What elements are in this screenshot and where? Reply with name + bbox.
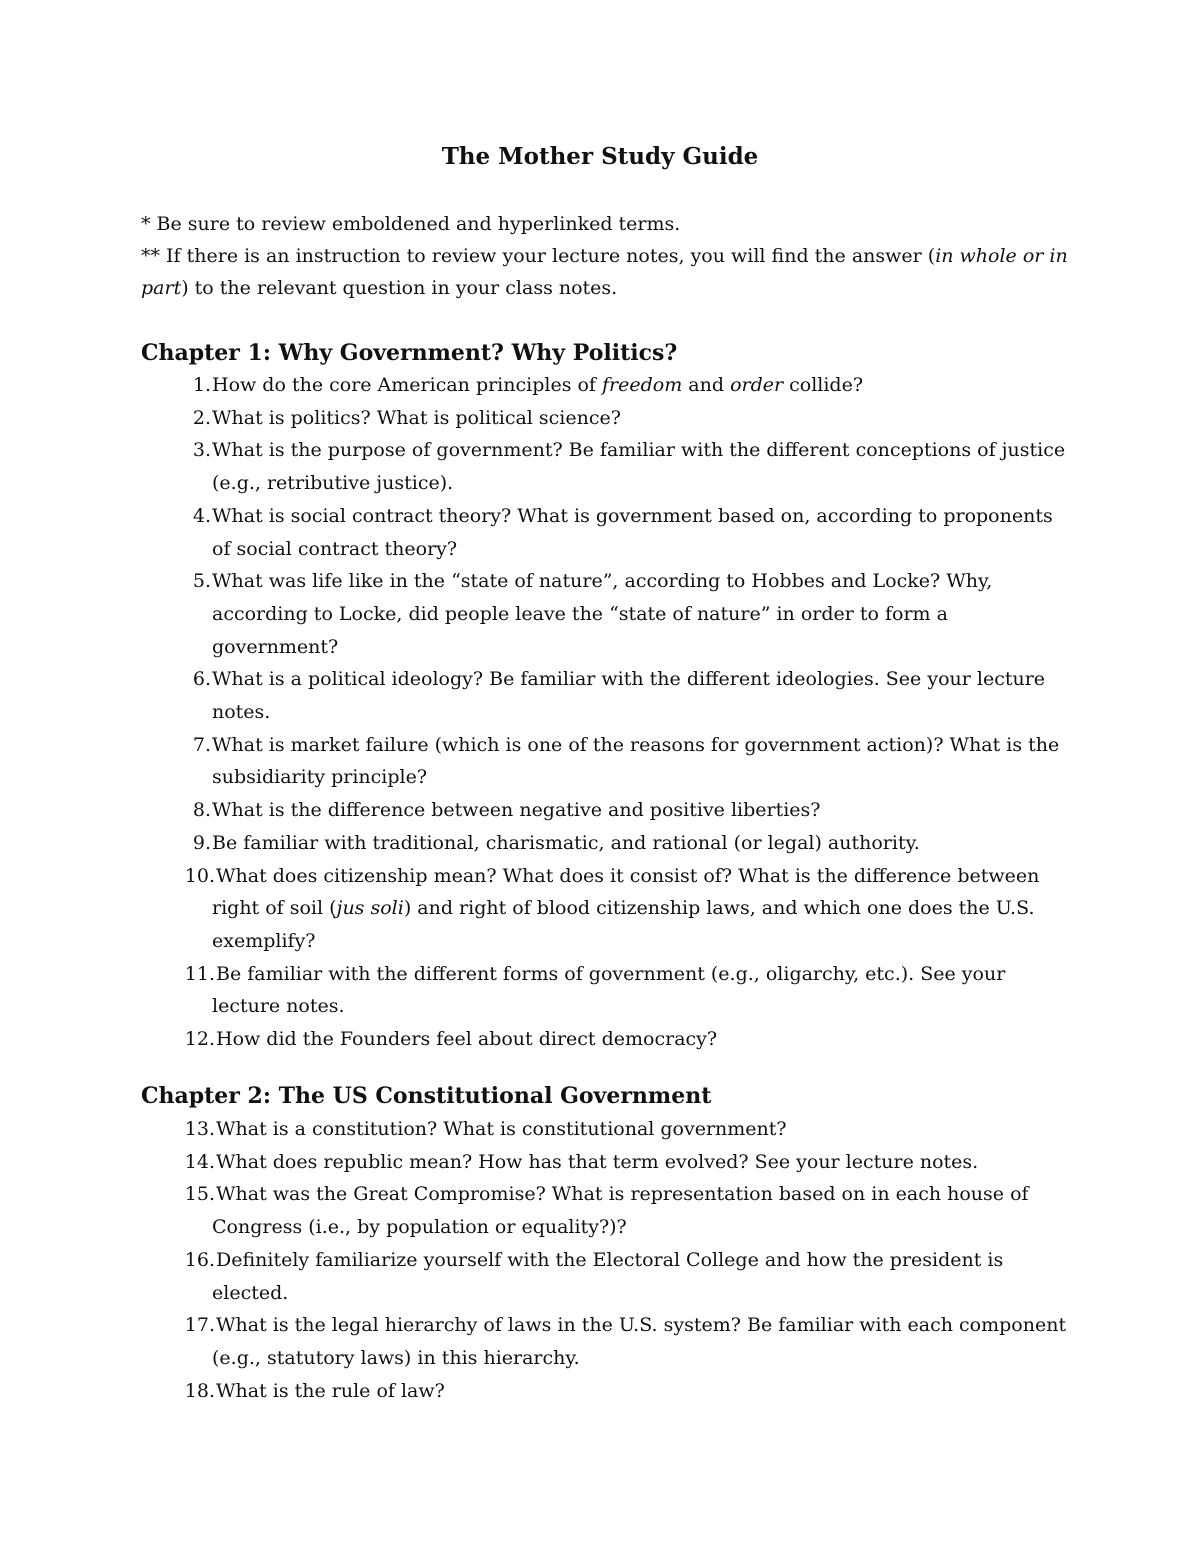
- question-number: 9.: [192, 831, 211, 854]
- question-text: [212, 865, 1039, 952]
- question-text: What is the rule of law?: [216, 1379, 445, 1402]
- question-text: What is the legal hierarchy of laws in the U.S. system? Be familiar with each component (e.g., statutory laws) in this hierarchy.: [212, 1314, 1067, 1369]
- question-text: What is a constitution? What is constitutional government?: [216, 1118, 787, 1140]
- question-text: What is the difference between negative and positive liberties?: [212, 799, 821, 822]
- chapter-1-heading: Chapter 1: Why Government? Why Politics?: [141, 340, 678, 366]
- question-2: [141, 402, 1076, 435]
- question-15: [141, 1178, 1076, 1243]
- question-number: 11.: [184, 962, 215, 985]
- question-6: [141, 663, 1076, 728]
- question-14: [141, 1146, 1076, 1179]
- question-text: What does republic mean? How has that term evolved? See your lecture notes.: [216, 1150, 979, 1173]
- question-text: [212, 374, 863, 396]
- chapter-2-heading: Chapter 2: The US Constitutional Government: [141, 1083, 712, 1109]
- question-text: What is politics? What is political science?: [212, 406, 621, 429]
- question-text: What is social contract theory? What is government based on, according to proponents of social contract theory?: [212, 504, 1053, 560]
- question-number: 8.: [192, 799, 211, 822]
- question-text: Definitely familiarize yourself with the Electoral College and how the president is elected.: [212, 1248, 1004, 1304]
- question-number: 3.: [192, 439, 211, 462]
- note-text-end: ) to the relevant question in your class notes.: [181, 277, 618, 299]
- note-lecture-notes: [141, 240, 1076, 304]
- question-number: 10.: [184, 864, 215, 887]
- question-number: 5.: [192, 570, 211, 593]
- question-text: What is the purpose of government? Be familiar with the different conceptions of justice (e.g., retributive justice).: [212, 439, 1066, 495]
- question-text: How did the Founders feel about direct democracy?: [216, 1028, 718, 1051]
- question-number: 2.: [192, 406, 211, 429]
- question-12: [141, 1023, 1076, 1056]
- italic-term-freedom: freedom: [602, 374, 683, 396]
- chapter-2-question-list: [141, 1113, 1076, 1407]
- question-text: What is market failure (which is one of the reasons for government action)? What is the subsidiarity principle?: [212, 733, 1060, 789]
- question-8: [141, 794, 1076, 827]
- question-number: 14.: [184, 1150, 215, 1173]
- question-16: [141, 1244, 1076, 1309]
- question-number: 4.: [192, 504, 211, 527]
- question-number: 16.: [184, 1248, 215, 1271]
- question-text: What was life like in the “state of nature”, according to Hobbes and Locke? Why, according to Locke, did people leave the “state of nature” in order to form a government?: [212, 570, 993, 658]
- question-4: [141, 500, 1076, 565]
- note-italic-phrase: in whole or in part: [141, 245, 1068, 299]
- question-number: 7.: [192, 733, 211, 756]
- question-3: [141, 434, 1076, 499]
- question-number: 12.: [184, 1028, 215, 1051]
- question-number: 15.: [184, 1183, 215, 1206]
- question-number: 1.: [192, 374, 211, 396]
- chapter-1-question-list: [141, 369, 1076, 1056]
- question-text-part: What does citizenship mean? What does it consist of? What is the difference between right of soil (: [212, 864, 1040, 920]
- question-text-part: How do the core American principles of: [212, 374, 603, 396]
- question-text-part: and: [682, 374, 731, 396]
- question-11: [141, 958, 1076, 1023]
- question-number: 17.: [184, 1314, 215, 1337]
- note-review-terms: * Be sure to review emboldened and hyperlinked terms.: [141, 213, 681, 235]
- question-number: 18.: [184, 1379, 215, 1402]
- question-text-part: ) and right of blood citizenship laws, and which one does the U.S. exemplify?: [212, 897, 1035, 952]
- note-text-start: ** If there is an instruction to review your lecture notes, you will find the answer (: [141, 245, 936, 267]
- question-text: What is a political ideology? Be familiar with the different ideologies. See your lecture notes.: [212, 668, 1046, 724]
- question-10: [141, 860, 1076, 958]
- question-number: 6.: [192, 668, 211, 691]
- question-text: Be familiar with the different forms of government (e.g., oligarchy, etc.). See your lecture notes.: [212, 962, 1006, 1018]
- question-5: [141, 565, 1076, 663]
- question-text: What was the Great Compromise? What is representation based on in each house of Congress (i.e., by population or equality?)?: [212, 1183, 1029, 1239]
- document-title: The Mother Study Guide: [441, 143, 759, 170]
- question-1: [141, 369, 1076, 402]
- question-17: [141, 1309, 1076, 1374]
- question-9: [141, 827, 1076, 860]
- question-text-part: collide?: [783, 374, 864, 396]
- question-18: [141, 1375, 1076, 1408]
- italic-term-jus-soli: jus soli: [336, 897, 404, 920]
- question-7: [141, 729, 1076, 794]
- italic-term-order: order: [730, 374, 784, 396]
- question-text: Be familiar with traditional, charismatic, and rational (or legal) authority.: [212, 831, 920, 854]
- question-13: [141, 1113, 1076, 1146]
- question-number: 13.: [184, 1118, 215, 1140]
